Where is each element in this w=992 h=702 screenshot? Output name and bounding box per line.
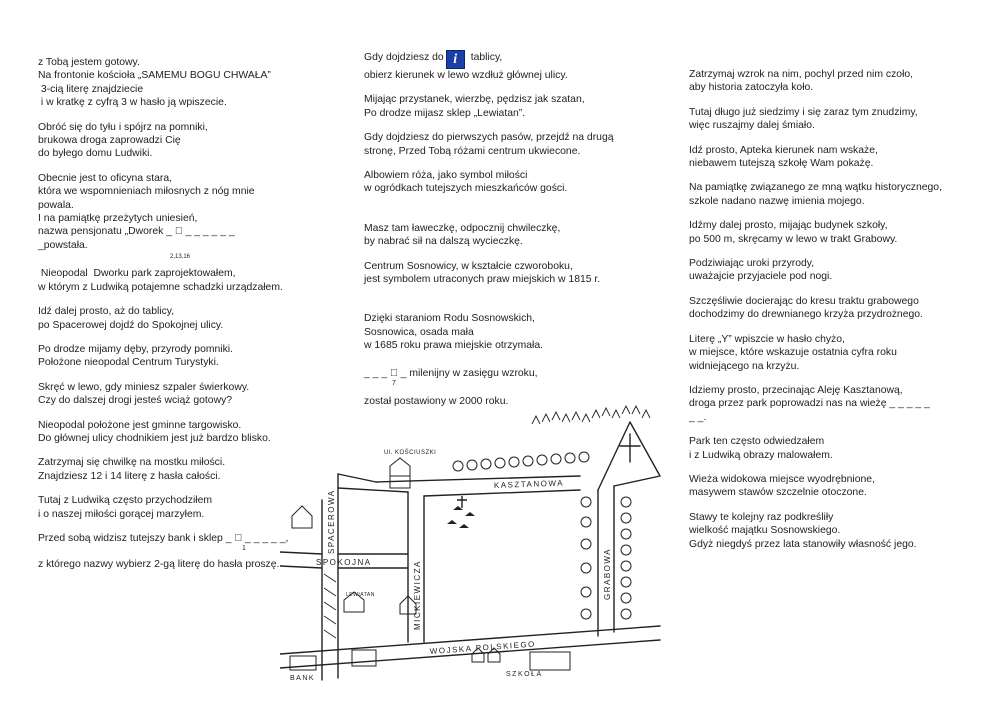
- centre-trees-icon: [447, 506, 475, 528]
- line: Na pamiątkę związanego ze mną wątku historycznego,: [689, 182, 942, 194]
- line: Mijając przystanek, wierzbę, pędzisz jak szatan,: [364, 94, 585, 106]
- forest-icon: [532, 406, 650, 424]
- line: w którym z Ludwiką potajemne schadzki urządzałem.: [38, 281, 283, 293]
- line-start: Gdy dojdziesz do: [364, 52, 444, 63]
- stanza-4: [38, 267, 328, 294]
- line: która we wspomnieniach miłosnych z nóg mnie: [38, 186, 255, 198]
- stanza-1: [689, 68, 974, 95]
- letter-position-note: 7: [392, 380, 396, 388]
- line: Przed sobą widzisz tutejszy bank i sklep _ ⃞ _ _ _ _ _,: [38, 532, 289, 544]
- line: Podziwiając uroki przyrody,: [689, 258, 815, 270]
- stanza-10: [689, 435, 974, 462]
- line: _powstała.: [38, 239, 88, 251]
- stanza-3: [364, 131, 664, 158]
- street-label-mickiewicza: MICKIEWICZA: [413, 560, 422, 630]
- line: Stawy te kolejny raz podkreśliły: [689, 511, 834, 523]
- line: widniejącego na krzyżu.: [689, 360, 800, 372]
- line: aby historia zatoczyła koło.: [689, 82, 814, 94]
- line: Położone nieopodal Centrum Turystyki.: [38, 357, 219, 369]
- line: Dzięki staraniom Rodu Sosnowskich,: [364, 313, 535, 325]
- stanza-3: [689, 144, 974, 171]
- poem-column-right: [689, 68, 974, 562]
- line: by nabrać sił na dalszą wycieczkę.: [364, 236, 523, 248]
- line: Sosnowica, osada mała: [364, 326, 474, 338]
- stanza-12: [689, 511, 974, 551]
- line: i o naszej miłości gorącej marzyłem.: [38, 508, 205, 520]
- line: Szczęśliwie docierając do kresu traktu grabowego: [689, 295, 919, 307]
- stanza-2: [38, 121, 328, 161]
- stanza-3: [38, 172, 328, 261]
- stanza-2: [689, 106, 974, 133]
- line: Wieża widokowa miejsce wyodrębnione,: [689, 473, 875, 485]
- poem-column-middle: [364, 50, 664, 420]
- line: Literę „Y” wpiszcie w hasło chyżo,: [689, 333, 845, 345]
- line: po Spacerowej dojdź do Spokojnej ulicy.: [38, 319, 224, 331]
- line: Nieopodal Dworku park zaprojektowałem,: [38, 268, 236, 280]
- line: _ _.: [689, 411, 707, 423]
- line: Po drodze mijasz sklep „Lewiatan”.: [364, 107, 526, 119]
- roadside-cross-triangle: [598, 422, 660, 490]
- label-bank: BANK: [290, 675, 316, 682]
- stanza-5: [689, 219, 974, 246]
- stanza-8: [364, 367, 664, 387]
- line: Obecnie jest to oficyna stara,: [38, 172, 172, 184]
- stanza-6: [364, 260, 664, 287]
- route-map: [280, 404, 676, 696]
- line: Centrum Sosnowicy, w kształcie czworoboku,: [364, 260, 573, 272]
- line: Czy do dalszej drogi jesteś wciąż gotowy?: [38, 395, 233, 407]
- line: Do głównej ulicy chodnikiem jest już bardzo blisko.: [38, 432, 271, 444]
- street-label-grabowa: GRABOWA: [603, 548, 612, 600]
- street-label-kasztanowa: KASZTANOWA: [493, 478, 565, 490]
- line: stronę, Przed Tobą różami centrum ukwiecone.: [364, 145, 581, 157]
- line: nazwa pensjonatu „Dworek _ ⃞ _ _ _ _ _ _: [38, 226, 235, 238]
- stanza-8: [689, 333, 974, 373]
- label-lewiatan: LEWIATAN: [346, 592, 375, 598]
- line: z którego nazwy wybierz 2-gą literę do hasła proszę.: [38, 559, 280, 571]
- line: uważajcie przyjaciele pod nogi.: [689, 271, 833, 283]
- street-label-spokojna: SPOKOJNA: [316, 558, 372, 567]
- tree-row-kasztanowa: [453, 452, 589, 471]
- label-school: SZKOŁA: [506, 671, 543, 678]
- line: i w kratkę z cyfrą 3 w hasło ją wpiszecie.: [38, 97, 227, 109]
- line: Tutaj długo już siedzimy i się zaraz tym znudzimy,: [689, 106, 918, 118]
- line: [364, 50, 664, 69]
- line: Na frontonie kościoła „SAMEMU BOGU CHWAŁA”: [38, 70, 271, 82]
- cobblestone-path: [324, 574, 336, 638]
- stanza-6: [689, 257, 974, 284]
- street-label-wojska-polskiego: WOJSKA POLSKIEGO: [429, 639, 537, 656]
- line: został postawiony w 2000 roku.: [364, 396, 509, 408]
- stanza-4: [364, 169, 664, 196]
- line: niebawem tutejszą szkołę Wam pokażę.: [689, 158, 874, 170]
- line: Park ten często odwiedzałem: [689, 436, 825, 448]
- line: wielkość majątku Sosnowskiego.: [689, 525, 841, 537]
- stanza-5: [38, 305, 328, 332]
- line: brukowa droga zaprowadzi Cię: [38, 135, 181, 147]
- line: jest symbolem utraconych praw miejskich w 1815 r.: [364, 274, 601, 286]
- info-board-icon: i: [446, 50, 465, 69]
- street-label-spacerowa: SPACEROWA: [327, 489, 336, 554]
- line: w 1685 roku prawa miejskie otrzymała.: [364, 340, 544, 352]
- line: 3-cią literę znajdziecie: [38, 83, 144, 95]
- letter-position-note: 1: [242, 545, 246, 553]
- line: _ _ _ ⃞ _ milenijny w zasięgu wzroku,: [364, 367, 538, 379]
- line: Skręć w lewo, gdy miniesz szpaler świerkowy.: [38, 381, 250, 393]
- stanza-4: [689, 181, 974, 208]
- line: Idź prosto, Apteka kierunek nam wskaże,: [689, 144, 878, 156]
- line: w ogródkach tutejszych mieszkańców gości.: [364, 183, 568, 195]
- church-cross-icon: [457, 496, 467, 508]
- line: Po drodze mijamy dęby, przyrody pomniki.: [38, 343, 233, 355]
- line: Zatrzymaj wzrok na nim, pochyl przed nim czoło,: [689, 69, 914, 80]
- line: Obróć się do tyłu i spójrz na pomniki,: [38, 121, 208, 133]
- stanza-9: [689, 384, 974, 424]
- letter-position-note: 2,13,16: [170, 254, 191, 261]
- line: obierz kierunek w lewo wzdłuż głównej ulicy.: [364, 70, 568, 81]
- stanza-11: [689, 473, 974, 500]
- line: Gdy dojdziesz do pierwszych pasów, przejdź na drugą: [364, 132, 614, 144]
- stanza-5: [364, 222, 664, 249]
- line: I na pamiątkę przeżytych uniesień,: [38, 213, 198, 225]
- line: szkole nadano nazwę imienia mojego.: [689, 195, 865, 207]
- line: masywem stawów szczelnie otoczone.: [689, 487, 867, 499]
- stanza-1: [364, 50, 664, 82]
- line: i z Ludwiką obrazy malowałem.: [689, 449, 833, 461]
- line: powala.: [38, 199, 74, 211]
- line: Idziemy prosto, przecinając Aleję Kasztanową,: [689, 384, 903, 396]
- line: Nieopodal położone jest gminne targowisko.: [38, 419, 242, 431]
- line: do byłego domu Ludwiki.: [38, 148, 153, 160]
- line: w miejsce, które wskazuje ostatnia cyfra roku: [689, 347, 897, 359]
- line: droga przez park poprowadzi nas na wieżę _ _ _ _ _: [689, 398, 930, 410]
- line: dochodzimy do drewnianego krzyża przydrożnego.: [689, 309, 923, 321]
- line: Idźmy dalej prosto, mijając budynek szkoły,: [689, 220, 888, 232]
- line: Idź dalej prosto, aż do tablicy,: [38, 306, 175, 318]
- line: Masz tam ławeczkę, odpocznij chwileczkę,: [364, 222, 561, 234]
- stanza-1: [38, 56, 328, 110]
- line-end: tablicy,: [470, 52, 503, 63]
- street-label-kosciuszki: Ul. KOŚCIUSZKI: [384, 450, 437, 456]
- stanza-2: [364, 93, 664, 120]
- line: z Tobą jestem gotowy.: [38, 57, 140, 68]
- stanza-6: [38, 343, 328, 370]
- line: po 500 m, skręcamy w lewo w trakt Grabowy.: [689, 233, 898, 245]
- line: Tutaj z Ludwiką często przychodziłem: [38, 495, 213, 507]
- stanza-7: [364, 312, 664, 352]
- line: więc ruszajmy dalej śmiało.: [689, 120, 815, 132]
- line: Gdyż niegdyś przez lata stanowiły własność jego.: [689, 538, 917, 550]
- line: Albowiem róża, jako symbol miłości: [364, 170, 528, 182]
- line: Znajdziesz 12 i 14 literę z hasła całości.: [38, 470, 221, 482]
- line: Zatrzymaj się chwilkę na mostku miłości.: [38, 457, 226, 469]
- stanza-7: [689, 295, 974, 322]
